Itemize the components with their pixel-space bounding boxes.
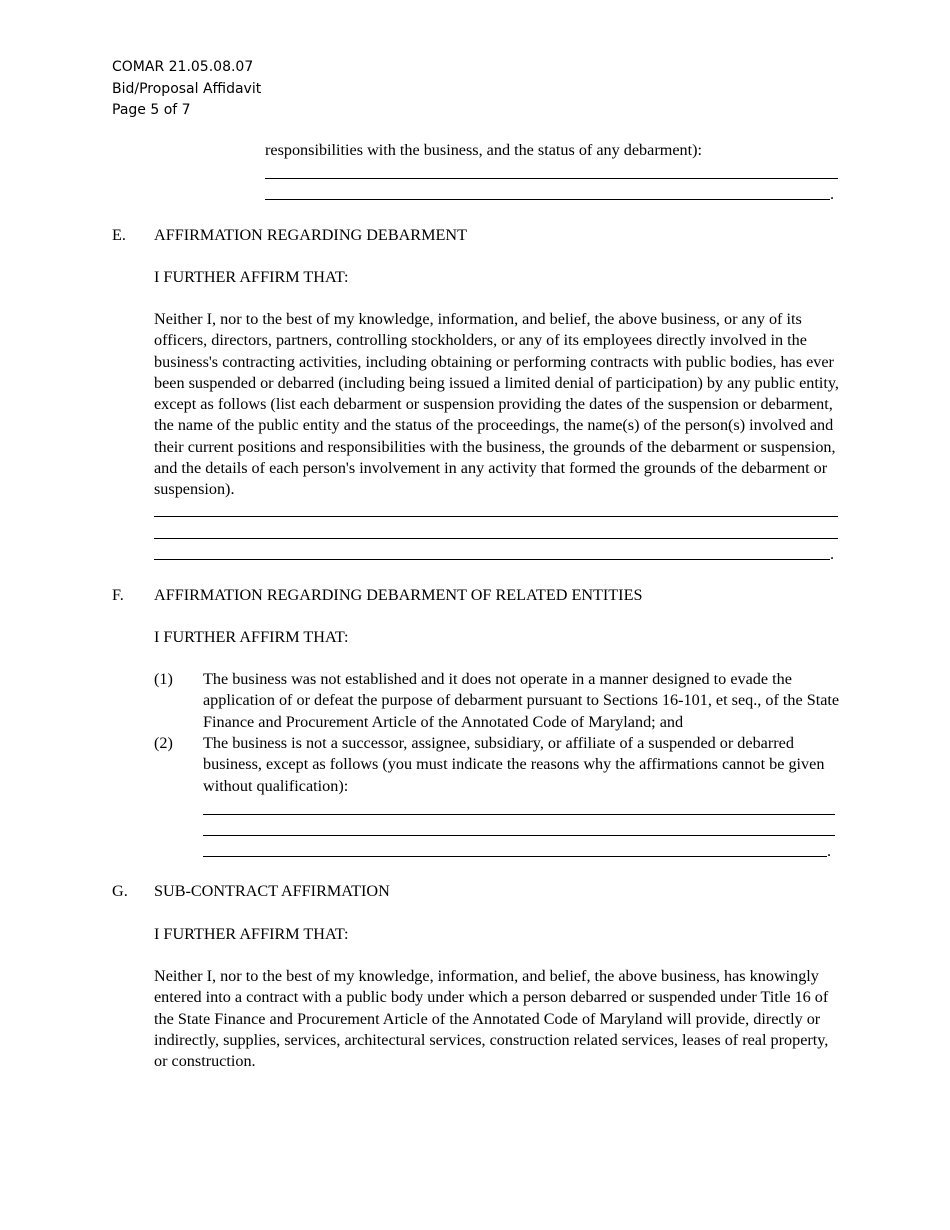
page-header (112, 57, 261, 122)
answer-line[interactable] (154, 538, 838, 539)
section-f-affirm: I FURTHER AFFIRM THAT: (154, 628, 349, 646)
section-e-title: AFFIRMATION REGARDING DEBARMENT (154, 226, 467, 244)
answer-end-mark: . (830, 185, 835, 203)
answer-line[interactable] (265, 199, 830, 200)
answer-line[interactable] (203, 856, 827, 857)
section-g-title: SUB-CONTRACT AFFIRMATION (154, 882, 390, 900)
answer-line[interactable] (154, 516, 838, 517)
header-page-number: Page 5 of 7 (112, 102, 191, 118)
section-g-body: Neither I, nor to the best of my knowledge, information, and belief, the above business, has knowingly entered into a contract with a public body under which a person debarred or suspended under Title 16 of the State Finance and Procurement Article of the Annotated Code of Maryland will provide, directly or indirectly, supplies, services, architectural services, construction related services, leases of real property, or construction. (154, 967, 829, 1071)
answer-end-mark: . (827, 842, 832, 860)
carryover-text: responsibilities with the business, and the status of any debarment): (265, 141, 702, 159)
item-2-number: (2) (154, 734, 173, 752)
answer-line[interactable] (154, 559, 830, 560)
section-f-title: AFFIRMATION REGARDING DEBARMENT OF RELATED ENTITIES (154, 586, 643, 604)
section-g-affirm: I FURTHER AFFIRM THAT: (154, 925, 349, 943)
section-e-letter: E. (112, 226, 126, 244)
section-e-affirm: I FURTHER AFFIRM THAT: (154, 268, 349, 286)
answer-line[interactable] (265, 178, 838, 179)
answer-end-mark: . (830, 545, 835, 563)
header-regulation: COMAR 21.05.08.07 (112, 59, 254, 75)
answer-line[interactable] (203, 814, 835, 815)
section-e-body: Neither I, nor to the best of my knowledge, information, and belief, the above business, or any of its officers, directors, partners, controlling stockholders, or any of its employees directly involved in the business's contracting activities, including obtaining or performing contracts with public bodies, has ever been suspended or debarred (including being issued a limited denial of participation) by any public entity, except as follows (list each debarment or suspension providing the dates of the suspension or debarment, the name of the public entity and the status of the proceedings, the name(s) of the person(s) involved and their current positions and responsibilities with the business, the grounds of the debarment or suspension, and the details of each person's involvement in any activity that formed the grounds of the debarment or suspension). (154, 310, 839, 499)
header-form-title: Bid/Proposal Affidavit (112, 80, 262, 97)
answer-line[interactable] (203, 835, 835, 836)
section-g-letter: G. (112, 882, 128, 900)
item-2-text: The business is not a successor, assignee, subsidiary, or affiliate of a suspended or debarred business, except as follows (you must indicate the reasons why the affirmations cannot be given without qualification): (203, 734, 825, 795)
item-1-text: The business was not established and it does not operate in a manner designed to evade the application of or defeat the purpose of debarment pursuant to Sections 16-101, et seq., of the State Finance and Procurement Article of the Annotated Code of Maryland; and (203, 670, 840, 731)
item-1-number: (1) (154, 670, 173, 688)
section-f-letter: F. (112, 586, 124, 604)
